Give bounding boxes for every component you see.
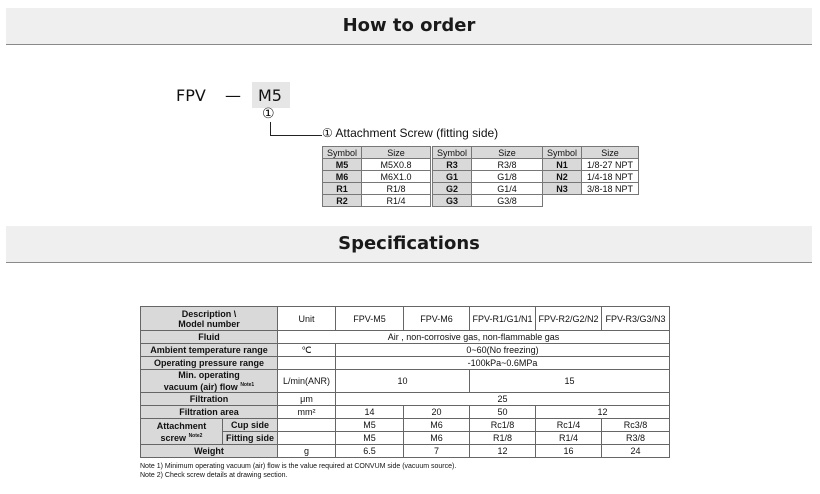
symbol-cell: G2 bbox=[433, 183, 472, 195]
symbol-table-3 bbox=[542, 146, 639, 195]
how-to-order-heading: How to order bbox=[6, 8, 812, 45]
model-header: FPV-R2/G2/N2 bbox=[536, 307, 602, 331]
filtration-area-unit: mm² bbox=[278, 406, 336, 419]
table-row bbox=[141, 331, 670, 344]
fitting-side-value: R1/8 bbox=[470, 432, 536, 445]
symbol-header: Symbol bbox=[433, 147, 472, 159]
table-row bbox=[433, 171, 543, 183]
footnotes bbox=[140, 462, 456, 480]
table-row bbox=[543, 159, 639, 171]
min-flow-unit: L/min(ANR) bbox=[278, 370, 336, 393]
model-header: FPV-R1/G1/N1 bbox=[470, 307, 536, 331]
attachment-label-line2: screw bbox=[160, 432, 187, 443]
size-cell: 1/8-27 NPT bbox=[582, 159, 639, 171]
fitting-side-value: R1/4 bbox=[536, 432, 602, 445]
code-dash: — bbox=[225, 86, 241, 105]
symbol-cell: R3 bbox=[433, 159, 472, 171]
filtration-area-value: 12 bbox=[536, 406, 670, 419]
size-cell: M5X0.8 bbox=[362, 159, 431, 171]
specifications-table bbox=[140, 306, 670, 458]
symbol-cell: N1 bbox=[543, 159, 582, 171]
symbol-cell: M5 bbox=[323, 159, 362, 171]
ambient-temperature-unit: ℃ bbox=[278, 344, 336, 357]
symbol-cell: R1 bbox=[323, 183, 362, 195]
fitting-side-value: R3/8 bbox=[602, 432, 670, 445]
weight-value: 7 bbox=[404, 445, 470, 458]
note-ref: Note2 bbox=[188, 432, 203, 439]
cup-side-value: Rc1/8 bbox=[470, 419, 536, 432]
symbol-cell: M6 bbox=[323, 171, 362, 183]
table-row bbox=[323, 195, 431, 207]
footnote: Note 1) Minimum operating vacuum (air) flow is the value required at CONVUM side (vacuum source). bbox=[140, 463, 457, 470]
ambient-temperature-value: 0~60(No freezing) bbox=[336, 344, 670, 357]
attachment-screw-title: ① Attachment Screw (fitting side) bbox=[322, 126, 499, 140]
table-row bbox=[433, 183, 543, 195]
fluid-label: Fluid bbox=[141, 331, 278, 344]
code-marker: ① bbox=[262, 106, 275, 122]
table-row bbox=[323, 183, 431, 195]
symbol-table-1 bbox=[322, 146, 431, 207]
size-cell: R1/4 bbox=[362, 195, 431, 207]
footnote: Note 2) Check screw details at drawing section. bbox=[140, 472, 288, 479]
model-header: FPV-M6 bbox=[404, 307, 470, 331]
size-cell: R1/8 bbox=[362, 183, 431, 195]
size-header: Size bbox=[582, 147, 639, 159]
size-cell: G1/8 bbox=[472, 171, 543, 183]
attachment-unit bbox=[278, 419, 336, 432]
weight-value: 24 bbox=[602, 445, 670, 458]
operating-pressure-unit bbox=[278, 357, 336, 370]
weight-value: 6.5 bbox=[336, 445, 404, 458]
symbol-cell: R2 bbox=[323, 195, 362, 207]
symbol-cell: G1 bbox=[433, 171, 472, 183]
table-row bbox=[433, 195, 543, 207]
symbol-header: Symbol bbox=[543, 147, 582, 159]
leader-line-horizontal bbox=[270, 135, 322, 136]
operating-pressure-label: Operating pressure range bbox=[141, 357, 278, 370]
size-cell: G1/4 bbox=[472, 183, 543, 195]
model-header: FPV-M5 bbox=[336, 307, 404, 331]
filtration-area-value: 50 bbox=[470, 406, 536, 419]
table-row bbox=[141, 370, 670, 393]
attachment-screw-label bbox=[141, 419, 223, 445]
note-ref: Note1 bbox=[240, 382, 255, 388]
table-row bbox=[141, 393, 670, 406]
size-cell: 1/4-18 NPT bbox=[582, 171, 639, 183]
min-flow-label bbox=[141, 370, 278, 393]
size-cell: G3/8 bbox=[472, 195, 543, 207]
fitting-side-value: M5 bbox=[336, 432, 404, 445]
symbol-cell: N2 bbox=[543, 171, 582, 183]
table-row bbox=[543, 171, 639, 183]
ambient-temperature-label: Ambient temperature range bbox=[141, 344, 278, 357]
description-label: Description \ bbox=[181, 308, 237, 319]
symbol-cell: G3 bbox=[433, 195, 472, 207]
fluid-value: Air , non-corrosive gas, non-flammable gas bbox=[278, 331, 670, 344]
weight-value: 16 bbox=[536, 445, 602, 458]
min-flow-label-line1: Min. operating bbox=[178, 370, 240, 380]
filtration-area-value: 14 bbox=[336, 406, 404, 419]
filtration-area-label: Filtration area bbox=[141, 406, 278, 419]
size-header: Size bbox=[472, 147, 543, 159]
table-row bbox=[141, 357, 670, 370]
fitting-side-label: Fitting side bbox=[223, 432, 278, 445]
size-cell: M6X1.0 bbox=[362, 171, 431, 183]
model-header: FPV-R3/G3/N3 bbox=[602, 307, 670, 331]
cup-side-value: Rc3/8 bbox=[602, 419, 670, 432]
attachment-label-line1: Attachment bbox=[156, 420, 207, 431]
fitting-side-value: M6 bbox=[404, 432, 470, 445]
symbol-header: Symbol bbox=[323, 147, 362, 159]
table-row bbox=[141, 344, 670, 357]
weight-label: Weight bbox=[141, 445, 278, 458]
symbol-table-2 bbox=[432, 146, 543, 207]
specifications-heading: Specifications bbox=[6, 226, 812, 263]
table-row bbox=[141, 419, 670, 432]
filtration-unit: μm bbox=[278, 393, 336, 406]
table-row bbox=[323, 159, 431, 171]
min-flow-value: 15 bbox=[470, 370, 670, 393]
filtration-area-value: 20 bbox=[404, 406, 470, 419]
table-row bbox=[543, 183, 639, 195]
model-code: M5 bbox=[258, 86, 282, 105]
symbol-cell: N3 bbox=[543, 183, 582, 195]
cup-side-value: M6 bbox=[404, 419, 470, 432]
unit-header: Unit bbox=[278, 307, 336, 331]
cup-side-label: Cup side bbox=[223, 419, 278, 432]
filtration-label: Filtration bbox=[141, 393, 278, 406]
size-cell: 3/8-18 NPT bbox=[582, 183, 639, 195]
leader-line-vertical bbox=[270, 122, 271, 135]
model-number-label: Model number bbox=[178, 318, 240, 329]
description-header bbox=[141, 307, 278, 331]
table-row bbox=[323, 171, 431, 183]
size-cell: R3/8 bbox=[472, 159, 543, 171]
table-row bbox=[141, 307, 670, 331]
weight-value: 12 bbox=[470, 445, 536, 458]
weight-unit: g bbox=[278, 445, 336, 458]
table-row bbox=[141, 445, 670, 458]
table-row bbox=[141, 406, 670, 419]
attachment-unit bbox=[278, 432, 336, 445]
operating-pressure-value: -100kPa~0.6MPa bbox=[336, 357, 670, 370]
cup-side-value: Rc1/4 bbox=[536, 419, 602, 432]
table-row bbox=[433, 159, 543, 171]
min-flow-value: 10 bbox=[336, 370, 470, 393]
min-flow-label-line2: vacuum (air) flow bbox=[163, 382, 238, 392]
model-prefix: FPV bbox=[176, 86, 206, 105]
cup-side-value: M5 bbox=[336, 419, 404, 432]
filtration-value: 25 bbox=[336, 393, 670, 406]
size-header: Size bbox=[362, 147, 431, 159]
